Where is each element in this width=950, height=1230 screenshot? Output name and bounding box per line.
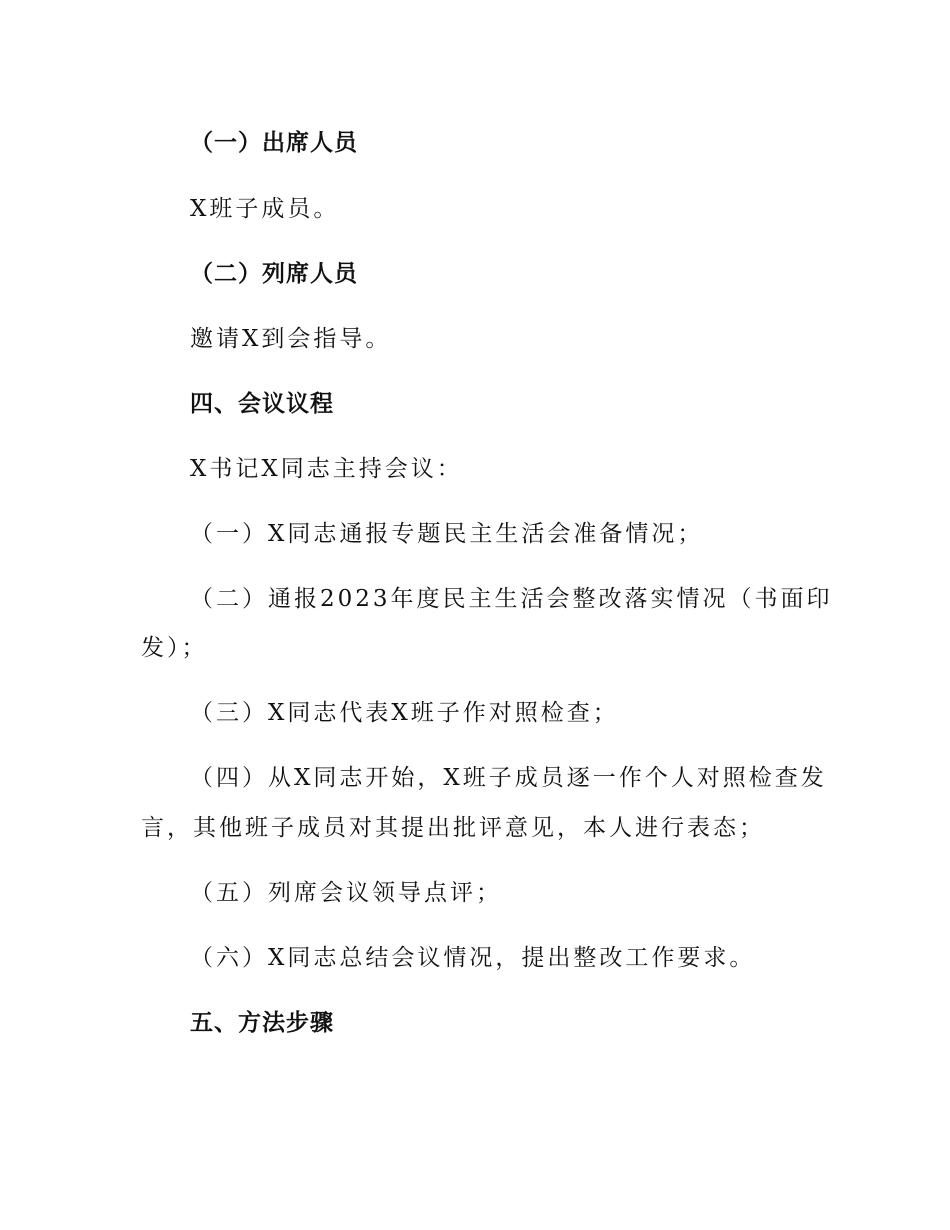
section-heading-methods: 五、方法步骤 (190, 1010, 334, 1036)
agenda-item-1: （一）X同志通报专题民主生活会准备情况； (190, 521, 704, 547)
paragraph-observers: 邀请X到会指导。 (190, 326, 392, 352)
agenda-item-5: （五）列席会议领导点评； (190, 880, 502, 906)
agenda-item-3: （三）X同志代表X班子作对照检查； (190, 700, 619, 726)
agenda-item-6: （六）X同志总结会议情况，提出整改工作要求。 (190, 945, 756, 971)
agenda-item-4-line-1: （四）从X同志开始，X班子成员逐一作个人对照检查发 (190, 765, 827, 791)
section-heading-agenda: 四、会议议程 (190, 391, 334, 417)
paragraph-agenda-host: X书记X同志主持会议： (190, 456, 463, 482)
paragraph-attendees: X班子成员。 (190, 196, 340, 222)
section-heading-observers: （二）列席人员 (190, 261, 358, 287)
agenda-item-4-line-2: 言，其他班子成员对其提出批评意见，本人进行表态； (141, 815, 765, 841)
agenda-item-2-line-1: （二）通报2023年度民主生活会整改落实情况（书面印 (190, 586, 833, 612)
section-heading-attendees: （一）出席人员 (190, 130, 358, 156)
agenda-item-2-line-2: 发）； (141, 635, 208, 661)
